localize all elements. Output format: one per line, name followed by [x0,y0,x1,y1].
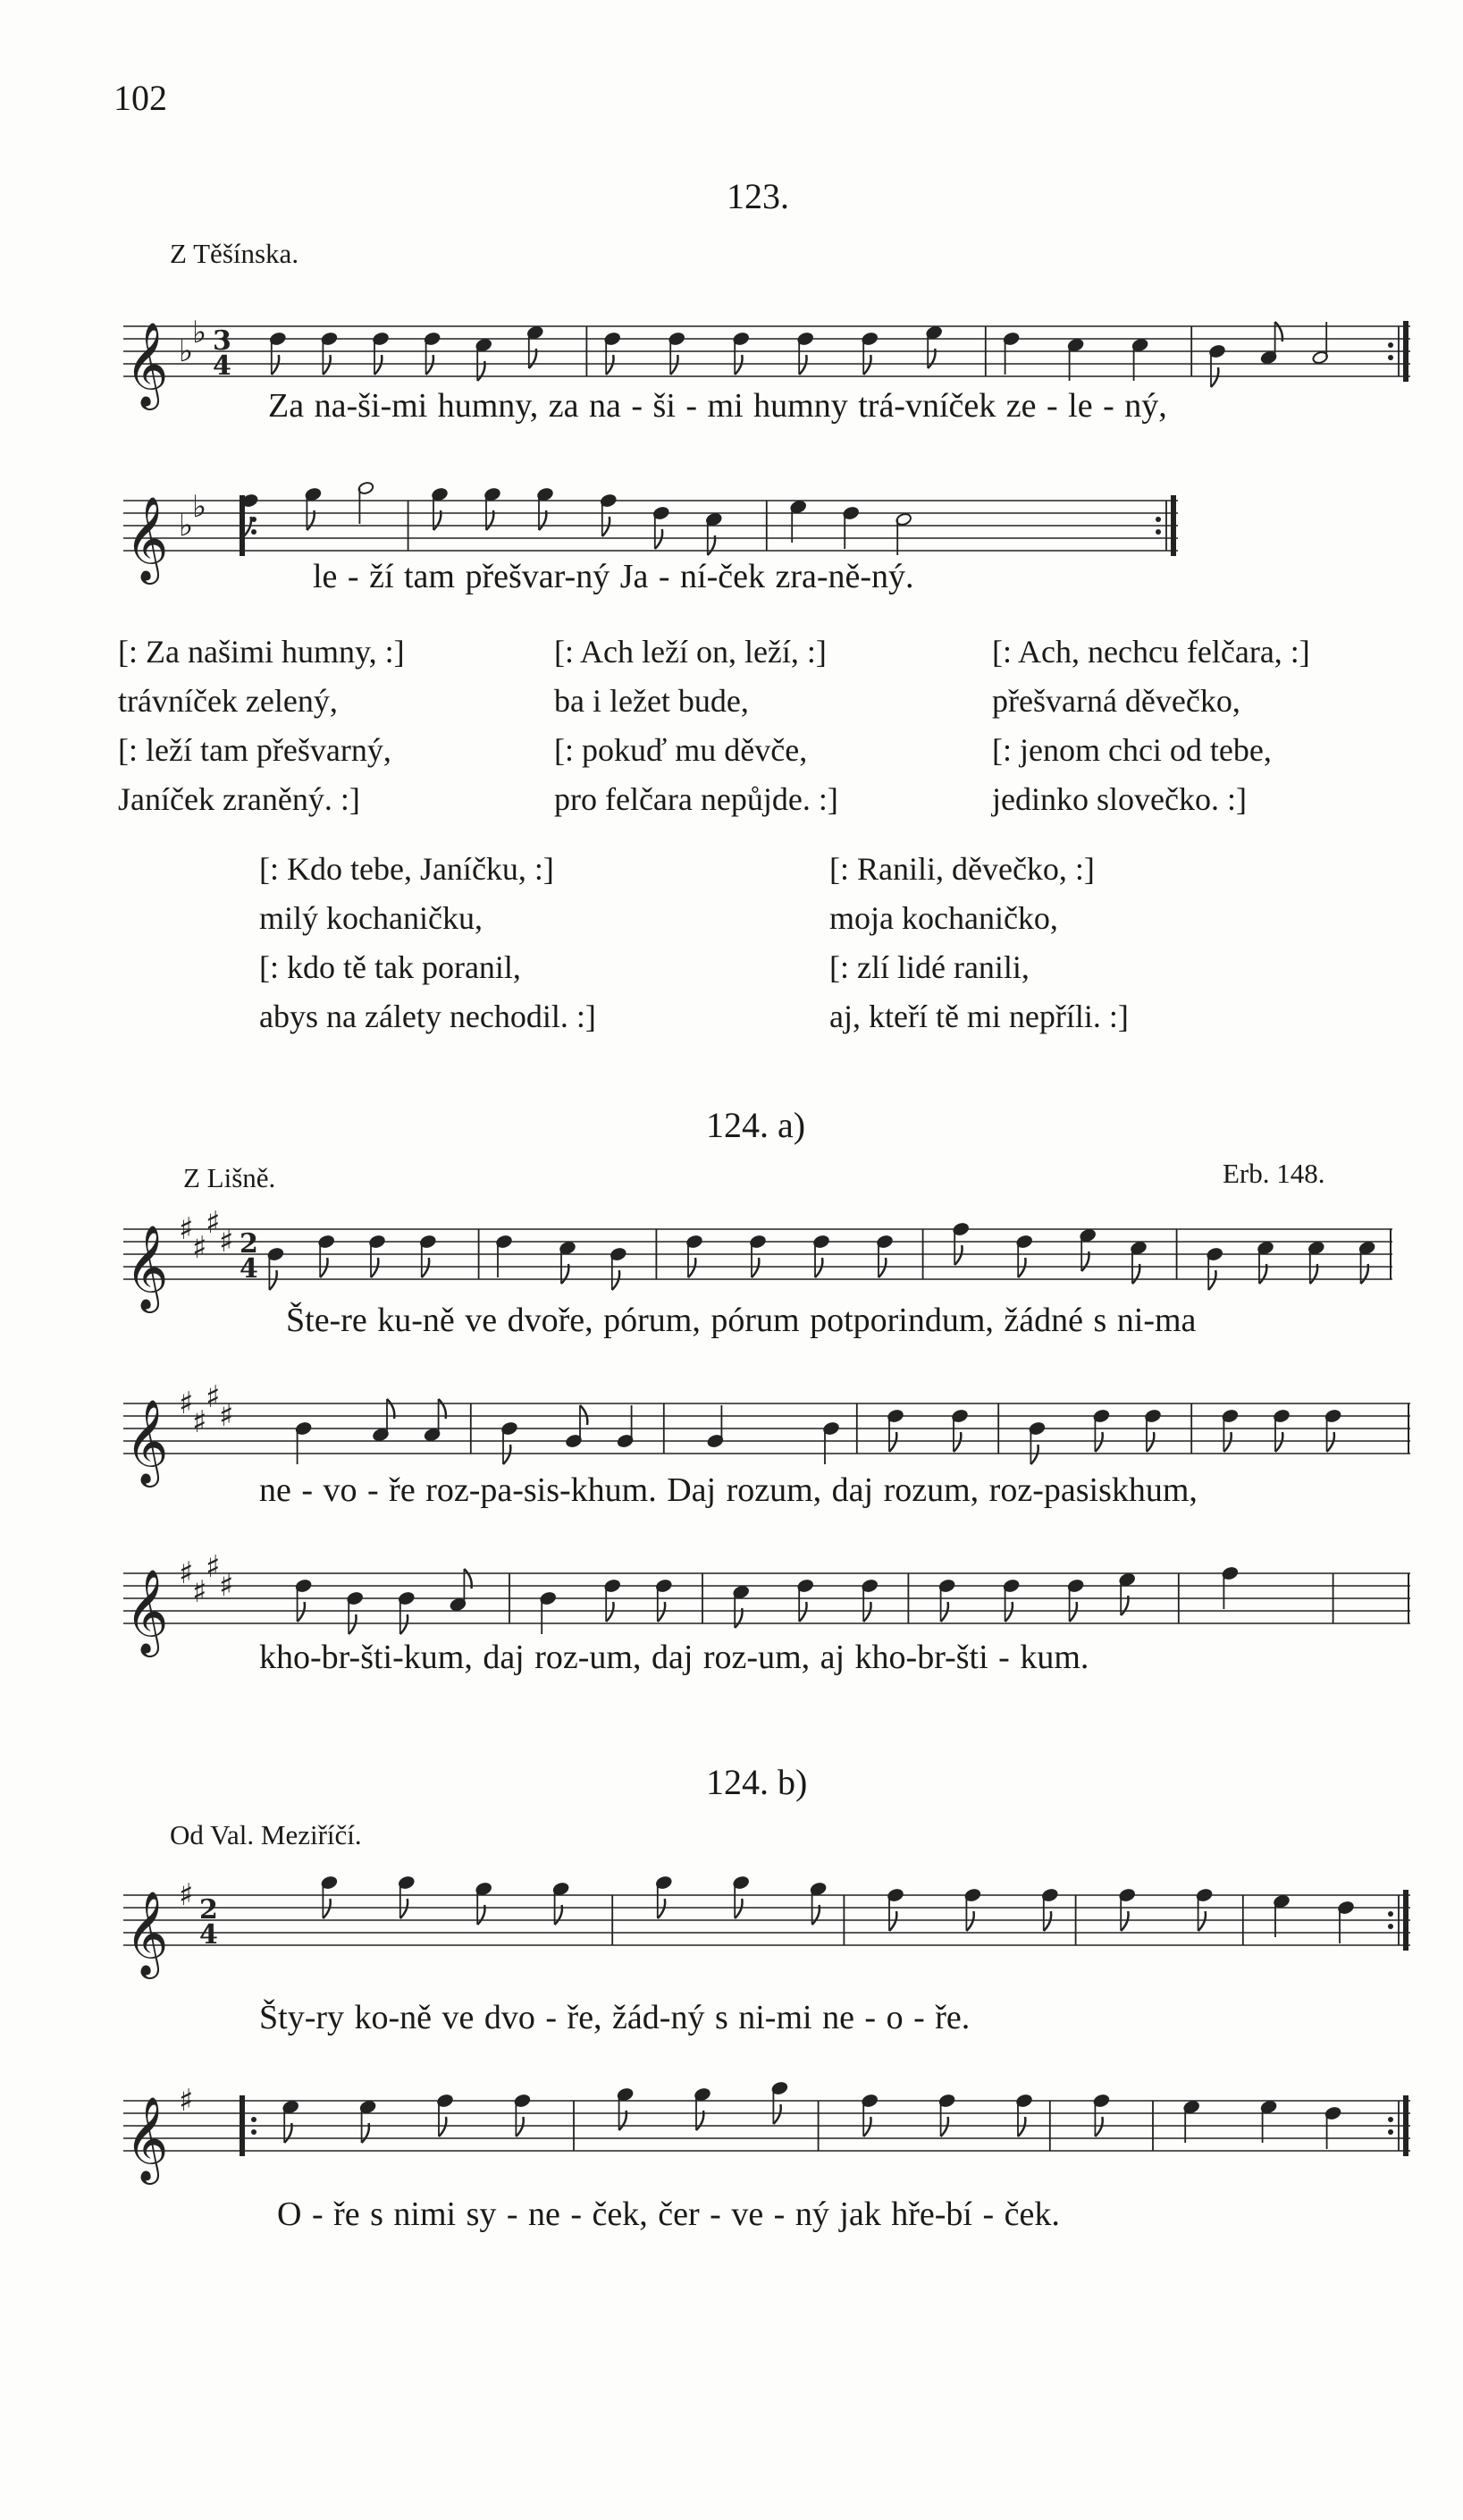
sharp-icon: ♯ [192,1574,207,1610]
time-signature-top: 3 [213,325,231,357]
note-flag [799,355,806,375]
verse-stanza [554,628,838,824]
time-signature-bottom: 4 [240,1253,258,1285]
note-flag [422,1258,429,1277]
note-flag [606,355,613,375]
music-staff [123,2069,1410,2204]
note-flag [1018,2117,1025,2137]
flat-icon: ♭ [179,508,194,544]
note-flag [735,1899,742,1918]
note-flag [516,2117,523,2137]
verse-line: [: jenom chci od tebe, [992,732,1272,768]
repeat-dot [1388,355,1393,360]
note-flag [1005,1602,1013,1622]
verse-line: [: Ach, nechcu felčara, :] [992,634,1310,670]
repeat-dot [1156,529,1161,535]
note-flag [752,1258,759,1277]
note-flag [1070,1602,1077,1622]
note-flag [954,1432,961,1452]
note-flag [439,2117,446,2137]
note-flag [400,1614,408,1634]
repeat-dot [1388,342,1393,348]
verse-line: [: Kdo tebe, Janíčku, :] [259,851,554,887]
note-flag [503,1445,510,1464]
flat-icon: ♭ [179,333,194,369]
verse-line: přešvarná děvečko, [992,683,1240,719]
treble-clef-icon: 𝄞 [125,1225,169,1310]
sharp-icon: ♯ [219,1398,234,1434]
sharp-icon: ♯ [179,1386,194,1421]
note-flag [1327,1432,1334,1452]
note-flag [815,1258,822,1277]
lyric-line: ne - vo - ře roz-pa-sis-khum. Daj rozum, daj rozum, roz-pasiskhum, [259,1471,1198,1509]
verse-line: [: pokuď mu děvče, [554,732,808,768]
note-flag [863,1602,870,1622]
music-staff [123,1198,1392,1314]
treble-clef-icon: 𝄞 [125,496,169,581]
verse-line: trávníček zelený, [118,683,338,719]
repeat-dot [1388,1924,1393,1929]
repeat-dot [251,2117,256,2122]
note-flag [1275,1432,1282,1452]
note-flag [323,355,330,375]
note-flag [889,1911,896,1931]
verse-line: [: leží tam přešvarný, [118,732,391,768]
repeat-start-barline [240,2095,245,2156]
note-flag [426,355,433,375]
note-flag [879,1258,886,1277]
song-origin: Z Těšínska. [170,238,299,269]
note-flag [889,1432,896,1452]
note-flag [580,1405,587,1425]
time-signature-bottom: 4 [199,1919,218,1951]
note-flag [400,1899,408,1918]
repeat-end-barline [1171,495,1176,556]
treble-clef-icon: 𝄞 [125,2096,169,2181]
note-flag [612,1270,619,1290]
note-flag [298,1602,305,1622]
lyric-line: Šty-ry ko-ně ve dvo - ře, žád-ný s ni-mi ne - o - ře. [259,1999,971,2036]
verse-line: aj, kteří tě mi nepříli. :] [829,999,1129,1034]
sharp-icon: ♯ [179,1555,194,1591]
time-signature-bottom: 4 [213,350,231,382]
note-flag [799,1602,806,1622]
song-number-text: 124. a) [706,1105,806,1145]
sharp-icon: ♯ [179,1877,194,1913]
treble-clef-icon: 𝄞 [125,1569,169,1654]
note-flag [1030,1445,1038,1464]
note-flag [371,1258,378,1277]
sharp-icon: ♯ [179,2083,194,2119]
note-flag [269,1270,276,1290]
verse-line: [: Ach leží on, leží, :] [554,634,827,670]
page-number: 102 [114,78,167,118]
note-flag [1211,367,1218,387]
note-flag [1223,1432,1231,1452]
sharp-icon: ♯ [206,1205,221,1241]
flat-icon: ♭ [192,489,207,525]
repeat-dot [1388,2117,1393,2122]
verse-line: [: zlí lidé ranili, [829,949,1030,985]
repeat-end-barline [1403,1890,1408,1951]
note-flag [1095,1432,1102,1452]
note-flag [773,2104,780,2124]
treble-clef-icon: 𝄞 [125,322,169,407]
note-flag [1095,2117,1102,2137]
lyric-line: Šte-re ku-ně ve dvoře, pórum, pórum potporindum, žádné s ni-ma [286,1302,1197,1339]
song-number: 123. [727,176,789,216]
note-flag [688,1258,695,1277]
sharp-icon: ♯ [206,1549,221,1585]
verse-stanza [829,845,1129,1041]
note-flag [655,529,662,549]
note-flag [966,1911,973,1931]
note-flag [272,355,279,375]
sharp-icon: ♯ [192,1404,207,1440]
sharp-icon: ♯ [192,1230,207,1266]
note-flag [374,355,382,375]
note-flag [320,1258,327,1277]
verse-stanza [992,628,1310,824]
note-flag [1121,1911,1128,1931]
verse-line: [: kdo tě tak poranil, [259,949,521,985]
sharp-icon: ♯ [179,1211,194,1247]
lyric-line: le - ží tam přešvar-ný Ja - ní-ček zra-ně-ný. [313,558,914,595]
note-flag [602,517,610,536]
lyric-line: kho-br-šti-kum, daj roz-um, daj roz-um, aj kho-br-šti - kum. [259,1639,1089,1676]
sharp-icon: ♯ [206,1379,221,1415]
song-reference: Erb. 148. [1223,1158,1325,1189]
song-origin: Z Lišně. [183,1162,276,1193]
note-flag [658,1602,665,1622]
song-number: 124. b) [706,1762,808,1802]
note-flag [863,2117,870,2137]
verse-line: [: Za našimi humny, :] [118,634,405,670]
flat-icon: ♭ [192,315,207,350]
note-flag [1208,1270,1215,1290]
note-flag [349,1614,356,1634]
repeat-dot [1156,517,1161,522]
song-origin: Od Val. Meziříčí. [170,1819,362,1850]
repeat-dot [251,529,256,535]
repeat-dot [1388,2129,1393,2135]
verse-stanza [118,628,405,824]
sharp-icon: ♯ [219,1224,234,1260]
verse-line: jedinko slovečko. :] [992,781,1247,817]
repeat-dot [251,2129,256,2135]
repeat-end-barline [1403,321,1408,382]
note-flag [606,1602,613,1622]
note-flag [1044,1911,1051,1931]
lyric-line: O - ře s nimi sy - ne - ček, čer - ve - ný jak hře-bí - ček. [277,2196,1060,2233]
treble-clef-icon: 𝄞 [125,1399,169,1484]
verse-line: pro felčara nepůjde. :] [554,781,838,817]
music-staff [123,1864,1410,1998]
note-flag [1018,1258,1025,1277]
lyric-line: Za na-ši-mi humny, za na - ši - mi humny trá-vníček ze - le - ný, [268,387,1167,425]
verse-line: Janíček zraněný. :] [118,781,360,817]
verse-stanza [259,845,596,1041]
repeat-dot [1388,1911,1393,1917]
verse-line: milý kochaničku, [259,900,483,936]
time-signature-top: 2 [199,1894,218,1926]
note-flag [658,1899,665,1918]
note-flag [323,1899,330,1918]
treble-clef-icon: 𝄞 [125,1891,169,1976]
note-flag [941,1602,948,1622]
time-signature-top: 2 [240,1228,258,1260]
note-flag [863,355,870,375]
note-flag [1198,1911,1206,1931]
sharp-icon: ♯ [219,1568,234,1604]
verse-line: abys na zálety nechodil. :] [259,999,596,1034]
verse-line: [: Ranili, děvečko, :] [829,851,1095,887]
verse-line: moja kochaničko, [829,900,1058,936]
note-flag [941,2117,948,2137]
note-flag [954,1245,962,1265]
note-flag [735,355,742,375]
note-flag [1147,1432,1154,1452]
song-number [706,1104,805,1146]
repeat-end-barline [1403,2095,1408,2156]
verse-line: ba i ležet bude, [554,683,749,719]
note-flag [670,355,677,375]
